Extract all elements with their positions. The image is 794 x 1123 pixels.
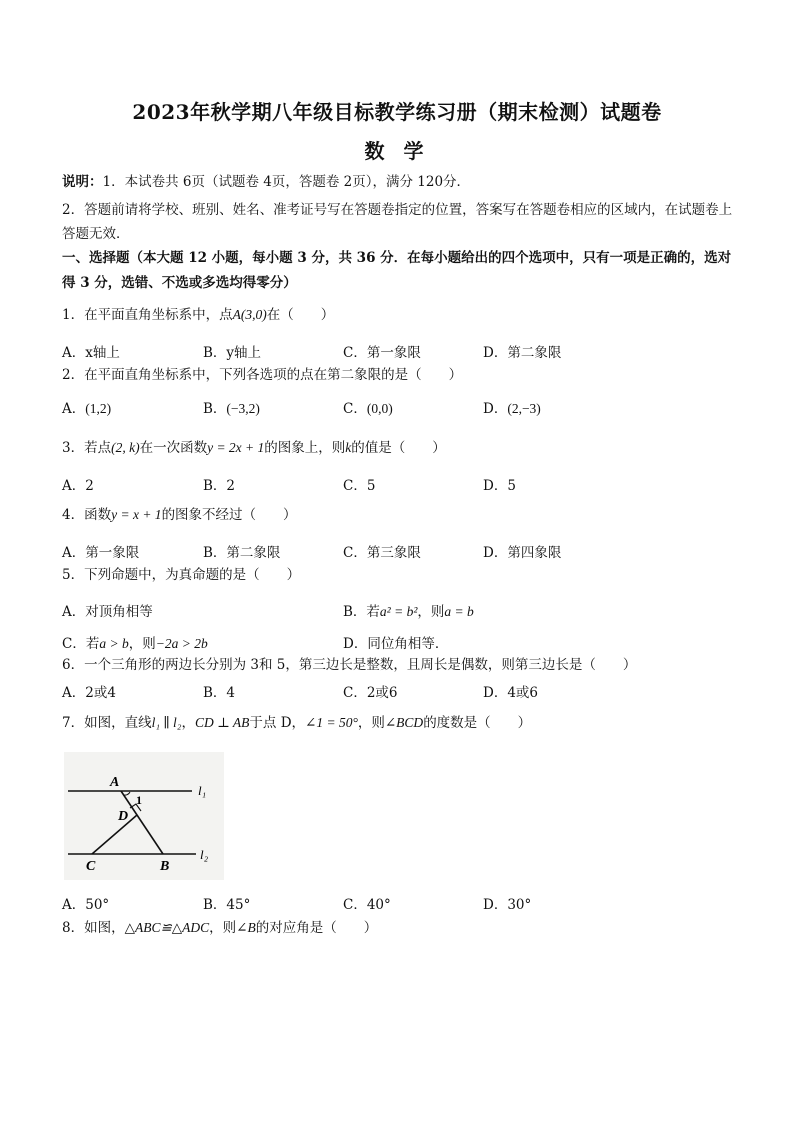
q8-math-congruence: △ABC≌△ADC	[124, 920, 210, 935]
q2-c-label: C．	[343, 401, 367, 417]
q5-option-b	[343, 600, 474, 620]
q8-text: 8．如图，	[62, 920, 125, 936]
question-4-stem	[62, 505, 742, 525]
question-5-stem: 5．下列命题中，为真命题的是（ ）	[62, 567, 301, 583]
label-l1: l₁	[198, 783, 207, 798]
q5-b-math: a² = b²	[379, 604, 418, 619]
q3-option-a: A．2	[62, 478, 94, 494]
q6-option-c: C．2或6	[343, 685, 398, 701]
q4-option-c: C．第三象限	[343, 545, 421, 561]
q7-text-mid2: 于点 D，	[249, 715, 306, 731]
q2-a-math: (1,2)	[85, 401, 112, 416]
q2-option-a	[62, 397, 111, 417]
q3-math-point: (2, k)	[111, 440, 140, 455]
question-3-stem	[62, 438, 742, 458]
q7-math-perp: CD ⊥ AB	[194, 715, 250, 730]
q2-b-label: B．	[203, 401, 227, 417]
subject-title: 数 学	[364, 139, 430, 163]
q1-text-end: 在（ ）	[266, 307, 335, 323]
q5-c-math2: −2a > 2b	[155, 636, 208, 651]
q1-option-d: D．第二象限	[483, 345, 562, 361]
q5-b-mid: ，则	[417, 604, 445, 620]
section-heading: 一、选择题（本大题 12 小题，每小题 3 分，共 36 分．在每小题给出的四个选项中，只有一项是正确的，选对得 3 分，选错、不选或多选均得零分）	[62, 250, 732, 291]
q3-text: 3．若点	[62, 440, 112, 456]
q3-text-mid: 在一次函数	[139, 440, 208, 456]
q3-option-b: B．2	[203, 478, 236, 494]
q7-math-bcd: ∠BCD	[384, 715, 424, 730]
q5-b-math2: a = b	[444, 604, 474, 619]
q7-option-d: D．30°	[483, 897, 532, 913]
question-1-stem	[62, 305, 742, 325]
question-8-stem	[62, 918, 742, 938]
q1-math: A(3,0)	[232, 307, 267, 322]
q2-d-math: (2,−3)	[507, 401, 541, 416]
q2-option-c	[343, 397, 393, 417]
q8-math-angle: ∠B	[236, 920, 256, 935]
question-7-stem	[62, 713, 742, 733]
q7-text: 7．如图，直线	[62, 715, 152, 731]
q1-option-c: C．第一象限	[343, 345, 421, 361]
label-l2: l₂	[200, 847, 209, 862]
q5-option-d: D．同位角相等．	[343, 636, 449, 652]
q3-math-func: y = 2x + 1	[207, 440, 265, 455]
q3-option-d: D．5	[483, 478, 516, 494]
q4-math: y = x + 1	[111, 507, 162, 522]
q7-option-b: B．45°	[203, 897, 251, 913]
notes-line-2: 2．答题前请将学校、班别、姓名、准考证号写在答题卷指定的位置，答案写在答题卷相应的区域内，在试题卷上答题无效．	[62, 202, 733, 242]
q5-option-c	[62, 632, 208, 652]
q7-math-lines: l₁ ∥ l₂	[151, 715, 182, 730]
q7-geometry-figure	[64, 752, 224, 880]
q2-a-label: A．	[62, 401, 86, 417]
q6-option-d: D．4或6	[483, 685, 539, 701]
notes-text-1: 1．本试卷共 6页（试题卷 4页，答题卷 2页），满分 120分．	[102, 174, 471, 190]
q3-math-k: k	[345, 440, 352, 455]
q8-text-mid: ，则	[209, 920, 237, 936]
notes-label: 说明：	[62, 174, 103, 190]
q4-option-d: D．第四象限	[483, 545, 562, 561]
q4-option-a: A．第一象限	[62, 545, 140, 561]
q6-option-a: A．2或4	[62, 685, 116, 701]
label-a: A	[110, 775, 120, 790]
q2-c-math: (0,0)	[366, 401, 393, 416]
q7-option-a: A．50°	[62, 897, 110, 913]
q1-text: 1．在平面直角坐标系中，点	[62, 307, 233, 323]
q5-c-mid: ，则	[128, 636, 156, 652]
question-6-stem: 6．一个三角形的两边长分别为 3和 5，第三边长是整数，且周长是偶数，则第三边长是（ ）	[62, 657, 637, 673]
q2-d-label: D．	[483, 401, 508, 417]
q7-text-end: 的度数是（ ）	[423, 715, 532, 731]
label-b: B	[160, 859, 170, 874]
q1-option-a: A．x轴上	[62, 345, 120, 361]
q4-text-end: 的图象不经过（ ）	[161, 507, 297, 523]
q7-text-mid: ，	[181, 715, 195, 731]
q3-text-end: 的值是（ ）	[351, 440, 446, 456]
q7-math-angle1: ∠1 = 50°	[305, 715, 358, 730]
q2-option-b	[203, 397, 260, 417]
q4-text: 4．函数	[62, 507, 112, 523]
exam-title: 2023年秋学期八年级目标教学练习册（期末检测）试题卷	[132, 100, 662, 124]
q5-c-label: C．若	[62, 636, 100, 652]
q7-option-c: C．40°	[343, 897, 391, 913]
notes-line-1	[62, 172, 742, 192]
label-1: 1	[136, 793, 142, 807]
q6-option-b: B．4	[203, 685, 236, 701]
q2-b-math: (−3,2)	[226, 401, 260, 416]
question-2-stem: 2．在平面直角坐标系中，下列各选项的点在第二象限的是（ ）	[62, 367, 463, 383]
q1-option-b: B．y轴上	[203, 345, 262, 361]
q8-text-end: 的对应角是（ ）	[255, 920, 378, 936]
label-d: D	[118, 809, 129, 824]
q3-text-mid2: 的图象上，则	[264, 440, 346, 456]
q5-option-a: A．对顶角相等	[62, 604, 153, 620]
q7-text-mid3: ，则	[357, 715, 385, 731]
label-c: C	[86, 859, 96, 874]
q2-option-d	[483, 397, 541, 417]
q4-option-b: B．第二象限	[203, 545, 281, 561]
q5-b-label: B．若	[343, 604, 380, 620]
q5-c-math: a > b	[99, 636, 129, 651]
q3-option-c: C．5	[343, 478, 376, 494]
